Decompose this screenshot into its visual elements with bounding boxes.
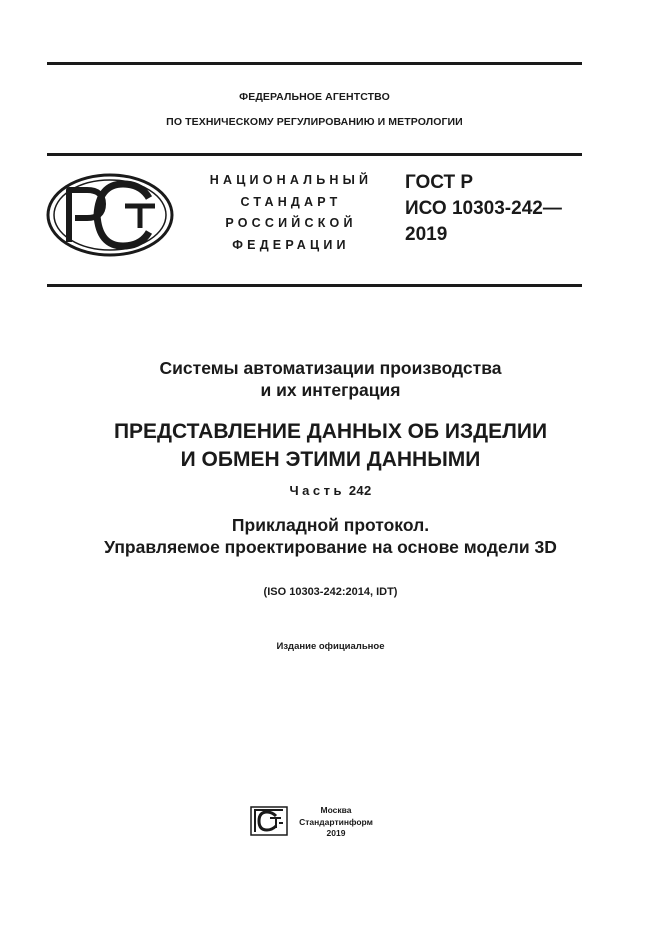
publisher-block — [291, 805, 381, 840]
top-rule — [47, 62, 582, 65]
part-word: Часть — [289, 483, 345, 498]
edition-label: Издание официальное — [276, 641, 385, 652]
series-title-line-2: и их интеграция — [260, 380, 401, 400]
designation-line-2: ИСО 10303-242— — [405, 198, 562, 219]
agency-line-2: ПО ТЕХНИЧЕСКОМУ РЕГУЛИРОВАНИЮ И МЕТРОЛОГИИ — [166, 116, 463, 128]
publisher-name: Стандартинформ — [299, 816, 373, 827]
standard-type-block — [196, 170, 386, 256]
part-number — [0, 483, 661, 498]
rst-certification-mark-icon — [45, 172, 175, 258]
header-rule — [47, 153, 582, 156]
subtitle — [0, 514, 661, 558]
publisher-year: 2019 — [326, 828, 346, 838]
main-title-line-2: И ОБМЕН ЭТИМИ ДАННЫМИ — [180, 448, 481, 471]
standartinform-logo-icon — [250, 806, 288, 836]
subtitle-line-1: Прикладной протокол. — [231, 515, 430, 535]
designation-line-3: 2019 — [405, 224, 448, 245]
main-title — [0, 418, 661, 474]
agency-line-1: ФЕДЕРАЛЬНОЕ АГЕНТСТВО — [239, 91, 390, 103]
title-block-rule — [47, 284, 582, 287]
standard-type-line-1: НАЦИОНАЛЬНЫЙ — [209, 173, 373, 187]
main-title-line-1: ПРЕДСТАВЛЕНИЕ ДАННЫХ ОБ ИЗДЕЛИИ — [113, 420, 548, 443]
subtitle-line-2: Управляемое проектирование на основе модели 3D — [104, 537, 557, 557]
series-title — [0, 357, 661, 401]
standard-type-line-4: ФЕДЕРАЦИИ — [232, 237, 350, 252]
iso-reference: (ISO 10303-242:2014, IDT) — [263, 586, 398, 598]
series-title-line-1: Системы автоматизации производства — [159, 358, 502, 378]
publisher-city: Москва — [320, 805, 352, 815]
standard-type-line-3: РОССИЙСКОЙ — [225, 216, 357, 230]
standard-designation — [405, 170, 562, 248]
standard-type-line-2: СТАНДАРТ — [240, 194, 342, 209]
designation-line-1: ГОСТ Р — [405, 172, 474, 193]
part-value: 242 — [348, 483, 372, 498]
